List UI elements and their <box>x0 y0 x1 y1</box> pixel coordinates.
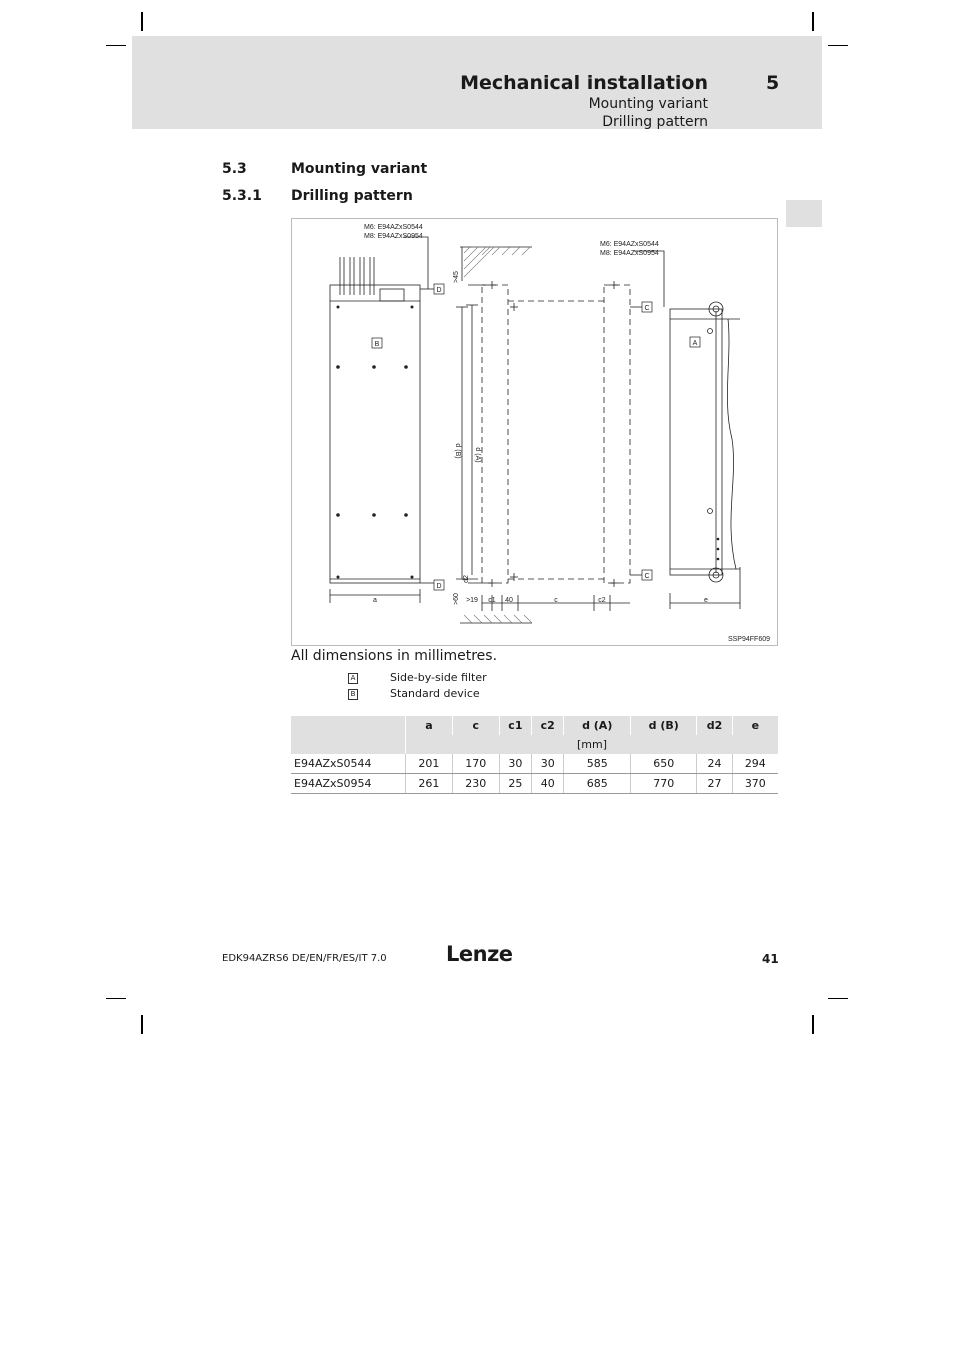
dim-dA-label: d (A) <box>474 447 481 463</box>
table-cell: 650 <box>631 754 697 774</box>
dim-ge19-label: >19 <box>466 597 478 604</box>
table-cell: E94AZxS0544 <box>291 754 406 774</box>
subsection-number: 5.3.1 <box>222 188 262 204</box>
legend-key: B <box>348 689 358 700</box>
dim-c2-label: c2 <box>598 597 606 604</box>
chapter-side-tab <box>786 200 822 227</box>
drilling-pattern-drawing <box>292 219 777 645</box>
table-cell: 27 <box>697 774 732 794</box>
dim-c1-label: c1 <box>488 597 496 604</box>
lenze-logo: Lenze <box>446 942 513 966</box>
key-c-label: C <box>644 305 650 312</box>
dim-e-label: e <box>704 597 708 604</box>
table-cell: 230 <box>452 774 499 794</box>
table-cell: 261 <box>406 774 453 794</box>
dim-a-label: a <box>373 597 377 604</box>
crop-mark <box>812 12 814 31</box>
crop-mark <box>828 45 848 46</box>
table-header-cell <box>291 716 406 754</box>
dim-c-label: c <box>554 597 558 604</box>
crop-mark <box>106 45 126 46</box>
table-cell: 201 <box>406 754 453 774</box>
key-b-label: B <box>374 341 380 348</box>
table-header-cell: e <box>732 716 778 735</box>
crop-mark <box>812 1015 814 1034</box>
table-header-row <box>291 716 778 735</box>
table-cell: 30 <box>532 754 564 774</box>
dim-d2-label: d2 <box>463 575 470 583</box>
section-number: 5.3 <box>222 161 247 177</box>
section-title: Mounting variant <box>291 161 428 177</box>
header-subtitle-1: Mounting variant <box>588 96 708 112</box>
footer-doc-id: EDK94AZRS6 DE/EN/FR/ES/IT 7.0 <box>222 953 387 964</box>
table-header-cell: a <box>406 716 453 735</box>
key-a-label: A <box>692 340 698 347</box>
table-cell: 685 <box>564 774 631 794</box>
table-cell: 585 <box>564 754 631 774</box>
table-cell: 170 <box>452 754 499 774</box>
key-d-label: D <box>436 287 442 294</box>
note-left-line-2: M8: E94AZxS0954 <box>364 233 423 240</box>
table-cell: 30 <box>499 754 531 774</box>
table-cell: 294 <box>732 754 778 774</box>
table-cell: 24 <box>697 754 732 774</box>
table-header-cell: d (A) <box>564 716 631 735</box>
table-cell: E94AZxS0954 <box>291 774 406 794</box>
figure-id: SSP94FF609 <box>727 636 770 643</box>
legend-text: Standard device <box>390 687 480 700</box>
table-row <box>291 774 778 794</box>
dimensions-table <box>291 716 778 794</box>
legend-item <box>348 687 480 700</box>
crop-mark <box>106 998 126 999</box>
table-unit-cell: [mm] <box>406 735 779 754</box>
drilling-pattern-figure <box>291 218 778 646</box>
table-header-cell: d2 <box>697 716 732 735</box>
table-cell: 770 <box>631 774 697 794</box>
note-right-line-1: M6: E94AZxS0544 <box>600 241 659 248</box>
crop-mark <box>828 998 848 999</box>
table-header-cell: c2 <box>532 716 564 735</box>
table-cell: 25 <box>499 774 531 794</box>
key-c-label: C <box>644 573 650 580</box>
note-left-line-1: M6: E94AZxS0544 <box>364 224 423 231</box>
legend-text: Side-by-side filter <box>390 671 487 684</box>
chapter-number: 5 <box>766 72 780 94</box>
dim-dB-label: d (B) <box>454 443 461 459</box>
legend-key: A <box>348 673 358 684</box>
chapter-title: Mechanical installation <box>460 72 708 94</box>
crop-mark <box>141 1015 143 1034</box>
table-row <box>291 754 778 774</box>
table-cell: 370 <box>732 774 778 794</box>
table-header-cell: c <box>452 716 499 735</box>
key-d-label: D <box>436 583 442 590</box>
side-by-side-filter-outline <box>670 309 722 575</box>
dim-40-label: 40 <box>505 597 513 604</box>
dim-ge45-label: >45 <box>453 271 460 283</box>
table-header-cell: c1 <box>499 716 531 735</box>
dim-ge60-label: >60 <box>453 593 460 605</box>
header-subtitle-2: Drilling pattern <box>602 114 708 130</box>
subsection-title: Drilling pattern <box>291 188 413 204</box>
note-right-line-2: M8: E94AZxS0954 <box>600 250 659 257</box>
page-number: 41 <box>762 952 779 966</box>
legend-item <box>348 671 487 684</box>
table-header-cell: d (B) <box>631 716 697 735</box>
dimensions-note: All dimensions in millimetres. <box>291 648 498 664</box>
standard-device-outline <box>330 285 420 583</box>
table-cell: 40 <box>532 774 564 794</box>
crop-mark <box>141 12 143 31</box>
